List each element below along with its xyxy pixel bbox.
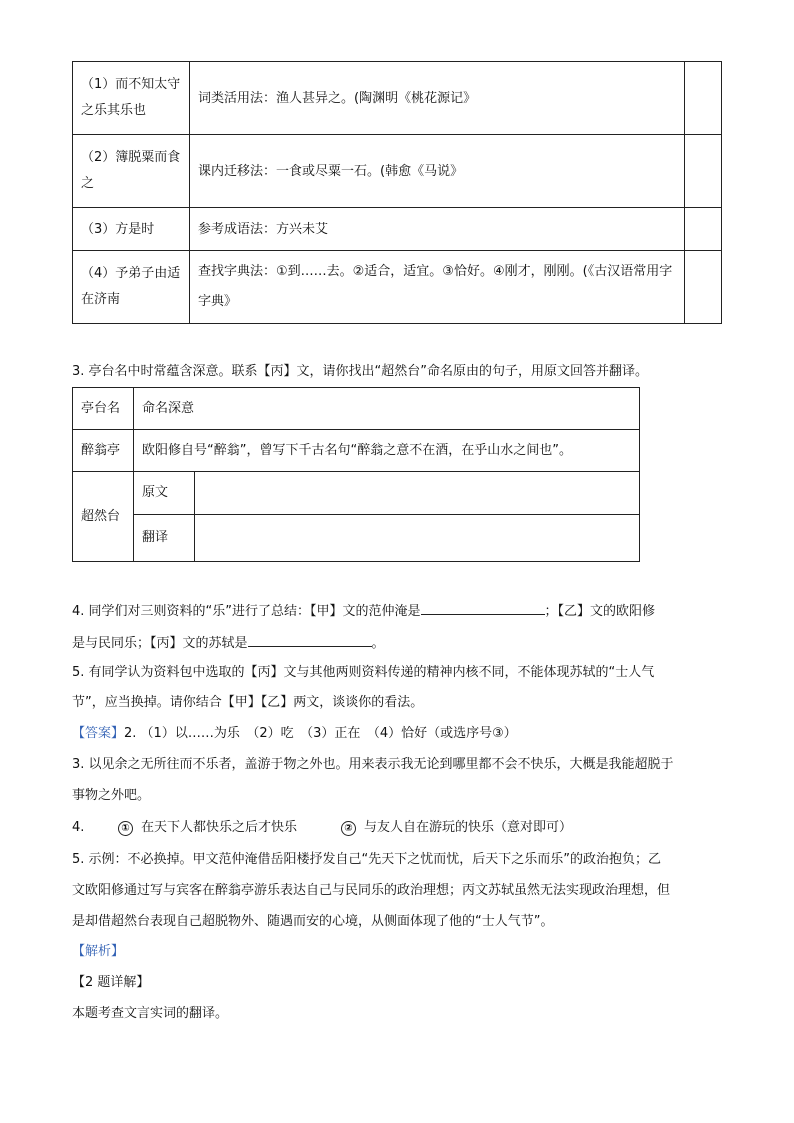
answer-line-5: 5. 示例：不必换掉。甲文范仲淹借岳阳楼抒发自己“先天下之忧而忧，后天下之乐而乐”的政治抱负；乙 bbox=[72, 852, 662, 867]
table2-header-name: 亭台名 bbox=[73, 388, 134, 430]
answer-2: 2. （1）以……为乐 （2）吃 （3）正在 （4）恰好（或选序号③） bbox=[124, 726, 517, 741]
analysis-detail-heading: 【2 题详解】 bbox=[72, 975, 150, 990]
question-3: 3. 亭台名中时常蕴含深意。联系【丙】文，请你找出“超然台”命名原由的句子，用原文回答并翻译。 bbox=[72, 364, 649, 379]
answer-line-2: 3. 以见余之无所往而不乐者，盖游于物之外也。用来表示我无论到哪里都不会不快乐，大概是我能超脱于 bbox=[72, 757, 674, 772]
table2-original-answer[interactable] bbox=[195, 472, 640, 515]
table2-name-chaoran: 超然台 bbox=[73, 472, 134, 562]
table1-item-1: （1）而不知太守之乐其乐也 bbox=[73, 62, 190, 135]
answer-line-7: 是却借超然台表现自己超脱物外、随遇而安的心境，从侧面体现了他的“士人气节”。 bbox=[72, 914, 554, 929]
answer-line-1 bbox=[72, 724, 517, 744]
table1-item-2: （2）簿脱粟而食之 bbox=[73, 135, 190, 208]
question-5-line-1: 5. 有同学认为资料包中选取的【丙】文与其他两则资料传递的精神内核不同，不能体现苏轼的“士人气 bbox=[72, 665, 655, 680]
table2-translation-answer[interactable] bbox=[195, 515, 640, 562]
table1-item-4: （4）予弟子由适在济南 bbox=[73, 251, 190, 324]
table1-method-2: 课内迁移法：一食或尽粟一石。(韩愈《马说》 bbox=[190, 135, 685, 208]
question-4-line-1 bbox=[72, 600, 655, 622]
method-table bbox=[72, 61, 722, 324]
answer-blank-2[interactable] bbox=[248, 632, 372, 647]
table1-answer-cell-1[interactable] bbox=[685, 62, 722, 135]
question-4-text-b: ；【乙】文的欧阳修 bbox=[544, 604, 656, 619]
table1-method-1: 词类活用法：渔人甚异之。(陶渊明《桃花源记》 bbox=[190, 62, 685, 135]
answer-line-3: 事物之外吧。 bbox=[72, 788, 151, 803]
answer-4-item-2: 与友人自在游玩的快乐（意对即可） bbox=[364, 820, 573, 835]
question-4-text-d: 。 bbox=[371, 636, 385, 651]
table2-header-meaning: 命名深意 bbox=[134, 388, 640, 430]
table2-meaning-zuiweng: 欧阳修自号“醉翁”，曾写下千古名句“醉翁之意不在酒，在乎山水之间也”。 bbox=[134, 430, 640, 472]
analysis-text: 本题考查文言实词的翻译。 bbox=[72, 1006, 229, 1021]
table1-method-4: 查找字典法：①到……去。②适合，适宜。③恰好。④刚才，刚刚。(《古汉语常用字字典》 bbox=[190, 251, 685, 324]
table2-name-zuiweng: 醉翁亭 bbox=[73, 430, 134, 472]
analysis-tag: 【解析】 bbox=[72, 944, 125, 959]
pavilion-table bbox=[72, 387, 640, 562]
circled-two: ② bbox=[341, 821, 356, 836]
answer-4-item-1: 在天下人都快乐之后才快乐 bbox=[141, 820, 298, 835]
table1-answer-cell-2[interactable] bbox=[685, 135, 722, 208]
question-5-line-2: 节”，应当换掉。请你结合【甲】【乙】两文，谈谈你的看法。 bbox=[72, 695, 424, 710]
table2-sub-translation: 翻译 bbox=[134, 515, 195, 562]
answer-blank-1[interactable] bbox=[421, 600, 545, 615]
table2-sub-original: 原文 bbox=[134, 472, 195, 515]
table1-answer-cell-4[interactable] bbox=[685, 251, 722, 324]
table1-item-3: （3）方是时 bbox=[73, 208, 190, 251]
circled-one: ① bbox=[118, 821, 133, 836]
answer-line-6: 文欧阳修通过写与宾客在醉翁亭游乐表达自己与民同乐的政治理想；丙文苏轼虽然无法实现政治理想，但 bbox=[72, 883, 671, 898]
answer-4-number: 4. bbox=[72, 820, 85, 835]
question-4-line-2 bbox=[72, 632, 385, 654]
table1-method-3: 参考成语法：方兴未艾 bbox=[190, 208, 685, 251]
answer-line-4 bbox=[72, 818, 572, 838]
question-4-text-a: 4. 同学们对三则资料的“乐”进行了总结：【甲】文的范仲淹是 bbox=[72, 604, 421, 619]
question-4-text-c: 是与民同乐；【丙】文的苏轼是 bbox=[72, 636, 248, 651]
table1-answer-cell-3[interactable] bbox=[685, 208, 722, 251]
answer-tag: 【答案】 bbox=[72, 726, 125, 741]
